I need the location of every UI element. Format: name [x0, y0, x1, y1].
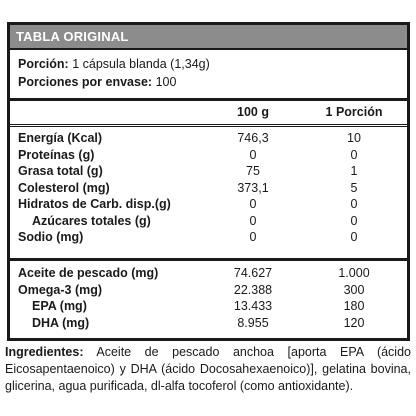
- value-portion: 5: [350, 180, 358, 195]
- value-portion: 180: [343, 299, 365, 313]
- table-row: [10, 180, 407, 197]
- value-portion: 1: [350, 164, 358, 178]
- nutrient-label: Azúcares totales (g): [32, 213, 151, 228]
- value-100g: 22.388: [233, 282, 273, 297]
- serving-info: [18, 55, 210, 91]
- divider: [10, 98, 407, 101]
- nutrient-label: Sodio (mg): [18, 230, 84, 244]
- nutrient-label: Colesterol (mg): [18, 180, 110, 195]
- table-row: [10, 147, 407, 164]
- table-row: [10, 298, 407, 315]
- table-row: [10, 282, 407, 299]
- servings-label: Porciones por envase:: [18, 75, 153, 89]
- value-100g: 13.433: [233, 299, 273, 313]
- table-title: TABLA ORIGINAL: [16, 29, 129, 44]
- value-portion: 0: [350, 230, 358, 244]
- serving-size-line: [18, 55, 210, 73]
- value-100g: 8.955: [237, 315, 269, 330]
- value-portion: 120: [343, 315, 365, 330]
- nutrient-label: Omega-3 (mg): [18, 282, 103, 297]
- value-portion: 0: [350, 147, 358, 162]
- servings-per-container-line: [18, 73, 210, 91]
- serving-value: 1 cápsula blanda (1,34g): [72, 57, 210, 71]
- table-title-bar: [10, 25, 407, 48]
- servings-value: 100: [155, 75, 177, 89]
- serving-label: Porción:: [18, 57, 69, 71]
- value-100g: 0: [249, 197, 257, 211]
- nutrient-label: EPA (mg): [32, 299, 87, 313]
- nutrient-label: Aceite de pescado (mg): [18, 266, 159, 280]
- column-header-portion: 1 Porción: [325, 105, 383, 119]
- table-row: [10, 130, 407, 147]
- value-portion: 0: [350, 197, 358, 211]
- divider: [10, 48, 407, 50]
- value-100g: 746,3: [237, 131, 269, 145]
- nutrient-label: Energía (Kcal): [18, 131, 103, 145]
- table-row: [10, 196, 407, 213]
- ingredients-body: Aceite de pescado anchoa [aporta EPA (ácido Eicosapentaenoico) y DHA (ácido Docosahexaenoico)], gelatina bovina, glicerina, agua purificada, dl-alfa tocoferol (como antioxidante).: [5, 345, 411, 393]
- value-portion: 1.000: [338, 266, 370, 280]
- nutrient-label: Grasa total (g): [18, 164, 103, 178]
- value-100g: 0: [249, 213, 257, 228]
- column-header-100g: 100 g: [237, 105, 269, 119]
- divider: [10, 258, 407, 261]
- divider: [10, 124, 407, 125]
- table-row: [10, 213, 407, 230]
- value-100g: 0: [249, 230, 257, 244]
- table-row: [10, 315, 407, 332]
- value-portion: 300: [343, 282, 365, 297]
- value-100g: 0: [249, 147, 257, 162]
- value-100g: 75: [246, 164, 260, 178]
- table-row: [10, 163, 407, 180]
- divider: [10, 126, 407, 127]
- ingredients-text: [5, 344, 411, 395]
- table-row: [10, 265, 407, 282]
- nutrient-label: DHA (mg): [32, 315, 90, 330]
- nutrition-table: [7, 22, 410, 341]
- value-100g: 74.627: [233, 266, 273, 280]
- value-100g: 373,1: [237, 180, 269, 195]
- nutrient-label: Proteínas (g): [18, 147, 95, 162]
- nutrient-label: Hidratos de Carb. disp.(g): [18, 197, 171, 211]
- ingredients-label: Ingredientes:: [5, 345, 84, 359]
- value-portion: 10: [347, 131, 361, 145]
- table-row: [10, 229, 407, 246]
- value-portion: 0: [350, 213, 358, 228]
